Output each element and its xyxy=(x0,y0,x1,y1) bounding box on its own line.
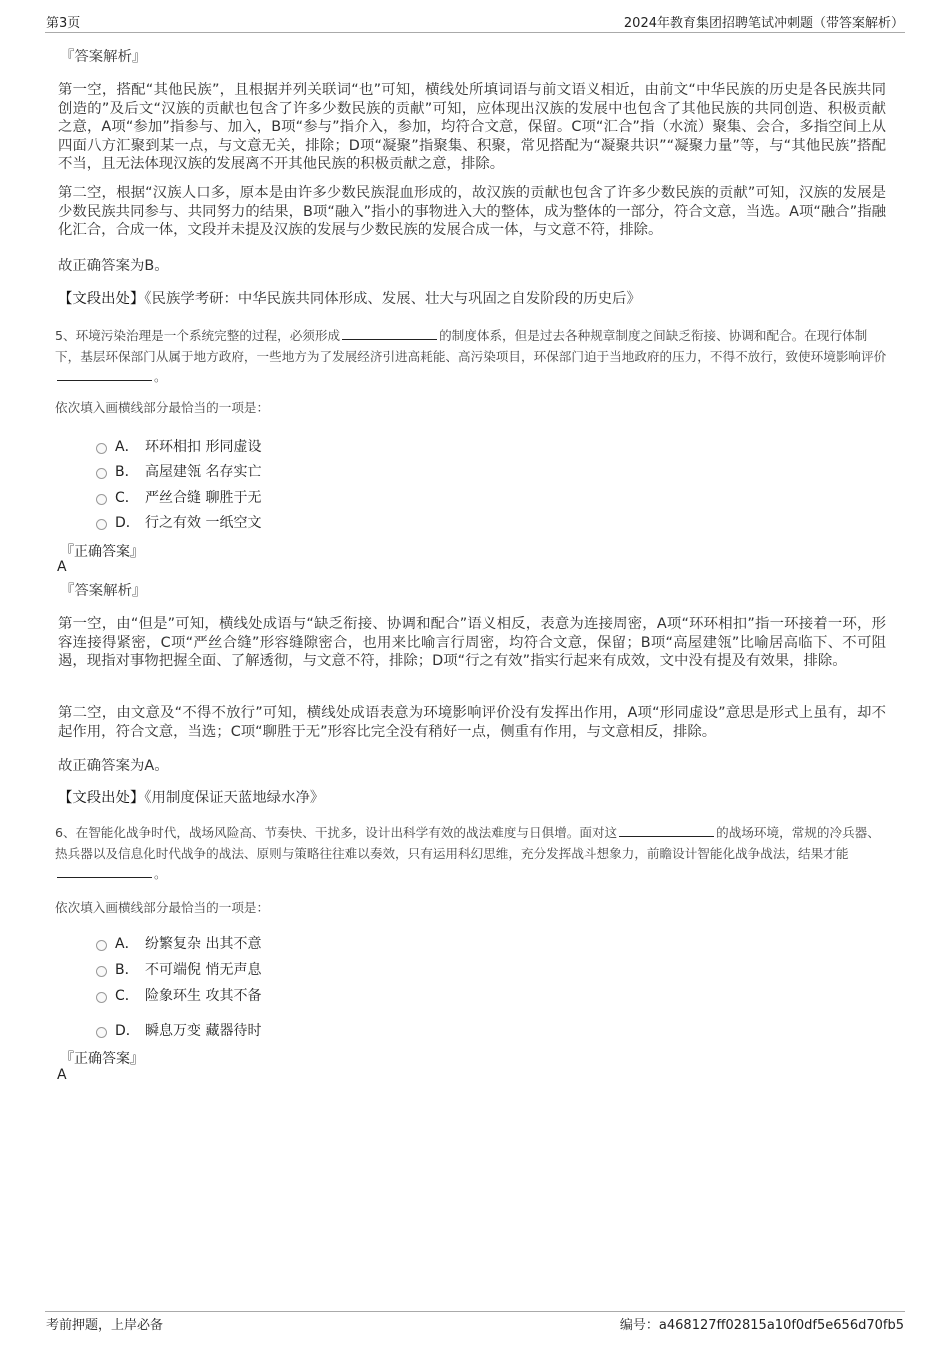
radio-icon[interactable] xyxy=(96,992,107,1003)
source-title: 《用制度保证天蓝地绿水净》 xyxy=(144,790,325,806)
document-id: 编号：a468127ff02815a10f0df5e656d70fb5 xyxy=(619,1318,904,1333)
option-letter: C． xyxy=(115,490,139,506)
analysis-label: 『答案解析』 xyxy=(60,583,147,599)
option-b[interactable] xyxy=(96,959,261,979)
option-letter: D． xyxy=(115,515,140,531)
option-text: 严丝合缝 聊胜于无 xyxy=(145,490,262,506)
radio-icon[interactable] xyxy=(96,966,107,977)
radio-icon[interactable] xyxy=(96,443,107,454)
stem-text: 的战场环境，常规的冷兵器、热兵器以及信息化时代战争的战法、原则与策略往往难以奏效，只有运用科幻思维，充分发挥战斗想象力，前瞻设计智能化战争战法，结果才能 xyxy=(55,825,880,861)
analysis-paragraph: 第二空，由文意及“不得不放行”可知，横线处成语表意为环境影响评价没有发挥出作用，A项“形同虚设”意思是形式上虽有，却不起作用，符合文意，当选；C项“聊胜于无”形容比完全没有稍好一点，侧重有作用，与文意相反，排除。 xyxy=(58,705,886,740)
blank-line xyxy=(619,824,714,837)
option-letter: B． xyxy=(115,962,139,978)
option-c[interactable] xyxy=(96,985,261,1005)
option-text: 纷繁复杂 出其不意 xyxy=(145,936,262,952)
blank-line xyxy=(57,865,152,878)
radio-icon[interactable] xyxy=(96,1027,107,1038)
analysis-label: 『答案解析』 xyxy=(60,49,147,65)
option-letter: D． xyxy=(115,1023,140,1039)
document-title: 2024年教育集团招聘笔试冲刺题（带答案解析） xyxy=(623,16,904,31)
option-b[interactable] xyxy=(96,461,261,481)
correct-answer: A xyxy=(57,1067,67,1083)
conclusion: 故正确答案为A。 xyxy=(58,758,169,774)
source-line xyxy=(58,789,886,808)
source-label: 【文段出处】 xyxy=(58,291,145,307)
option-a[interactable] xyxy=(96,933,261,953)
page-number: 第3页 xyxy=(46,16,81,31)
question-stem xyxy=(55,326,887,388)
radio-icon[interactable] xyxy=(96,940,107,951)
footer-divider xyxy=(45,1311,905,1312)
correct-answer: A xyxy=(57,559,67,575)
option-text: 环环相扣 形同虚设 xyxy=(145,439,262,455)
correct-answer-label: 『正确答案』 xyxy=(60,544,144,560)
source-line xyxy=(58,290,886,309)
option-text: 险象环生 攻其不备 xyxy=(145,988,262,1004)
stem-text: 。 xyxy=(154,866,167,881)
conclusion: 故正确答案为B。 xyxy=(58,258,169,274)
option-letter: A． xyxy=(115,439,139,455)
correct-answer-label: 『正确答案』 xyxy=(60,1051,144,1067)
footer-slogan: 考前押题，上岸必备 xyxy=(46,1318,164,1333)
blank-line xyxy=(342,327,437,340)
analysis-paragraph: 第二空，根据“汉族人口多，原本是由许多少数民族混血形成的，故汉族的贡献也包含了许多少数民族的贡献”可知，汉族的发展是少数民族共同参与、共同努力的结果，B项“融入”指小的事物进入大的整体，成为整体的一部分，符合文意，当选。A项“融合”指融化汇合，合成一体，文段并未提及汉族的发展与少数民族的发展合成一体，与文意不符，排除。 xyxy=(58,185,886,238)
question-prompt: 依次填入画横线部分最恰当的一项是： xyxy=(55,400,270,415)
source-title: 《民族学考研：中华民族共同体形成、发展、壮大与巩固之自发阶段的历史后》 xyxy=(144,291,641,307)
option-c[interactable] xyxy=(96,487,261,507)
option-d[interactable] xyxy=(96,1020,261,1040)
option-a[interactable] xyxy=(96,436,261,456)
radio-icon[interactable] xyxy=(96,468,107,479)
option-text: 不可端倪 悄无声息 xyxy=(145,962,262,978)
analysis-paragraph: 第一空，搭配“其他民族”，且根据并列关联词“也”可知，横线处所填词语与前文语义相近，由前文“中华民族的历史是各民族共同创造的”及后文“汉族的贡献也包含了许多少数民族的贡献”可知，应体现出汉族的发展中也包含了其他民族的共同创造、积极贡献之意，A项“参加”指参与、加入，B项“参与”指介入，参加，均符合文意，保留。C项“汇合”指（水流）聚集、会合，多指空间上从四面八方汇聚到某一点，与文意无关，排除；D项“凝聚”指聚集、积聚，常见搭配为“凝聚共识”“凝聚力量”等，与“其他民族”搭配不当，且无法体现汉族的发展离不开其他民族的积极贡献之意，排除。 xyxy=(58,82,886,172)
question-prompt: 依次填入画横线部分最恰当的一项是： xyxy=(55,900,270,915)
analysis-paragraph: 第一空，由“但是”可知，横线处成语与“缺乏衔接、协调和配合”语义相反，表意为连接周密，A项“环环相扣”指一环接着一环，形容连接得紧密，C项“严丝合缝”形容缝隙密合，也用来比喻言行周密，均符合文意，保留；B项“高屋建瓴”比喻居高临下、不可阻遏，现指对事物把握全面、了解透彻，与文意不符，排除；D项“行之有效”指实行起来有成效，文中没有提及有效果，排除。 xyxy=(58,616,886,669)
blank-line xyxy=(57,368,152,381)
radio-icon[interactable] xyxy=(96,519,107,530)
option-text: 行之有效 一纸空文 xyxy=(145,515,262,531)
stem-text: 5、环境污染治理是一个系统完整的过程，必须形成 xyxy=(55,328,341,343)
option-d[interactable] xyxy=(96,512,261,532)
option-letter: C． xyxy=(115,988,139,1004)
stem-text: 。 xyxy=(154,369,167,384)
source-label: 【文段出处】 xyxy=(58,790,145,806)
question-stem xyxy=(55,823,887,885)
option-letter: B． xyxy=(115,464,139,480)
stem-text: 6、在智能化战争时代，战场风险高、节奏快、干扰多，设计出科学有效的战法难度与日俱增。面对这 xyxy=(55,825,618,840)
radio-icon[interactable] xyxy=(96,494,107,505)
option-text: 瞬息万变 藏器待时 xyxy=(145,1023,262,1039)
option-letter: A． xyxy=(115,936,139,952)
header-divider xyxy=(45,32,905,33)
option-text: 高屋建瓴 名存实亡 xyxy=(145,464,262,480)
stem-text: 的制度体系，但是过去各种规章制度之间缺乏衔接、协调和配合。在现行体制下，基层环保部门从属于地方政府，一些地方为了发展经济引进高耗能、高污染项目，环保部门迫于当地政府的压力，不得不放行，致使环境影响评价 xyxy=(55,328,887,364)
